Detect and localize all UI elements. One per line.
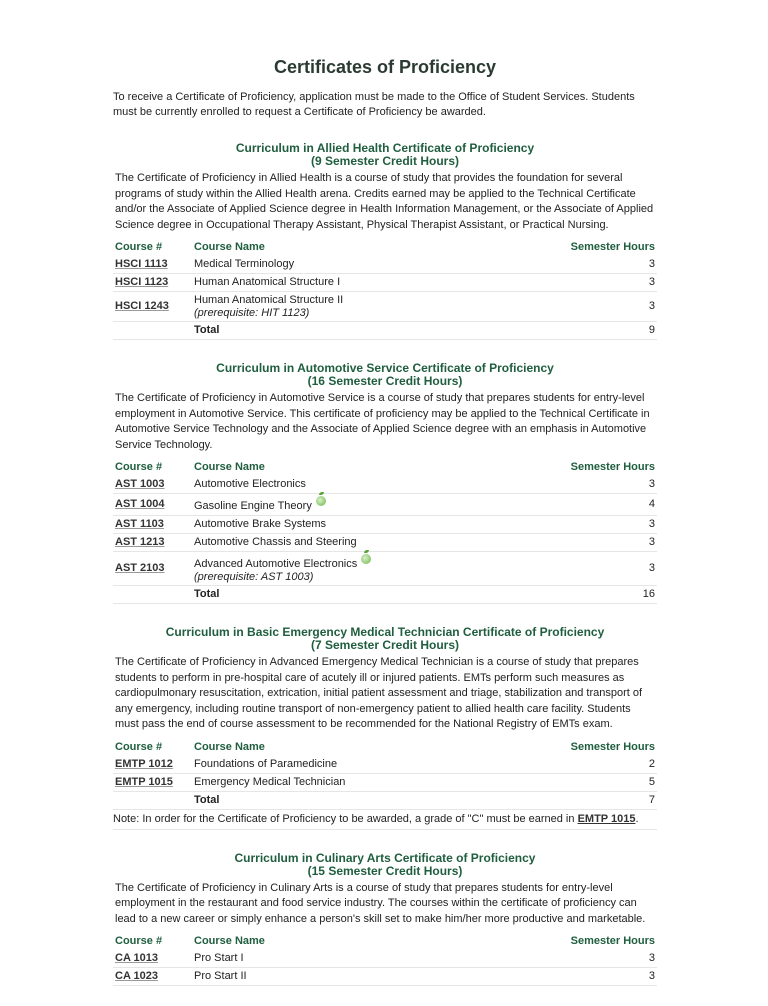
section-title-text: Curriculum in Culinary Arts Certificate of Proficiency: [234, 850, 536, 865]
table-row: [113, 756, 657, 774]
section-credit-hours: (15 Semester Credit Hours): [307, 863, 463, 878]
section-description: The Certificate of Proficiency in Culinary Arts is a course of study that prepares students for entry-level employment in the restaurant and food service industry. The courses within the certificate of proficiency can lead to a new career or simply enhance a person's skill set to make him/her more productive and marketable.: [115, 881, 646, 925]
table-row: [113, 552, 657, 586]
course-name: Medical Terminology: [194, 258, 295, 270]
course-name: Human Anatomical Structure I: [194, 276, 341, 288]
header-name: Course Name: [194, 241, 265, 253]
course-hours: 2: [488, 756, 657, 774]
total-row: [113, 586, 657, 604]
course-link[interactable]: AST 1004: [115, 498, 165, 510]
course-name-cell: [192, 476, 505, 494]
course-link[interactable]: AST 1213: [115, 536, 165, 548]
course-name-cell: [192, 756, 488, 774]
intro-text: To receive a Certificate of Proficiency, application must be made to the Office of Student Services. Students must be currently enrolled to request a Certificate of Proficiency be awarded.: [113, 91, 635, 118]
table-row: [113, 292, 657, 322]
course-code-cell: [113, 756, 192, 774]
table-header: [113, 933, 657, 950]
header-course: Course #: [115, 935, 163, 947]
course-name: Automotive Electronics: [194, 478, 306, 490]
total-spacer: [113, 322, 192, 340]
section-title: [113, 852, 657, 878]
course-name: Human Anatomical Structure II: [194, 294, 344, 306]
course-hours: 3: [487, 256, 657, 274]
course-code-cell: [113, 773, 192, 791]
green-leaf-icon: [316, 496, 326, 506]
green-leaf-icon: [361, 554, 371, 564]
total-hours: 7: [488, 791, 657, 809]
course-hours: 5: [488, 773, 657, 791]
course-link[interactable]: HSCI 1123: [115, 276, 169, 288]
note-end: .: [635, 812, 639, 825]
total-row: [113, 322, 657, 340]
course-link[interactable]: AST 2103: [115, 562, 165, 574]
header-hours: Semester Hours: [570, 241, 655, 253]
course-code-cell: [113, 552, 192, 586]
certificate-section: [113, 362, 657, 604]
course-link[interactable]: EMTP 1015: [115, 775, 173, 788]
total-label: Total: [192, 586, 505, 604]
course-hours: 3: [405, 950, 657, 968]
course-name: Pro Start I: [194, 952, 244, 964]
course-hours: 3: [505, 552, 657, 586]
course-code-cell: [113, 476, 192, 494]
course-code-cell: [113, 256, 192, 274]
total-row: [113, 791, 657, 809]
header-name: Course Name: [194, 740, 265, 753]
course-table: [113, 459, 657, 604]
page-title: Certificates of Proficiency: [273, 57, 497, 77]
table-header: [113, 739, 657, 756]
section-credit-hours: (7 Semester Credit Hours): [310, 638, 460, 652]
certificate-section: [113, 142, 657, 340]
course-name-cell: [192, 494, 505, 516]
certificate-section: [113, 852, 657, 987]
course-name-cell: [192, 534, 505, 552]
course-code-cell: [113, 494, 192, 516]
header-hours: Semester Hours: [570, 935, 655, 947]
header-name: Course Name: [194, 935, 265, 947]
course-hours: 3: [487, 274, 657, 292]
total-label: Total: [192, 322, 487, 340]
table-header: [113, 239, 657, 256]
course-hours: 3: [505, 534, 657, 552]
header-course: Course #: [115, 740, 163, 753]
course-name-cell: [192, 552, 505, 586]
course-name-cell: [192, 950, 405, 968]
table-row: [113, 773, 657, 791]
course-name: Pro Start II: [194, 970, 247, 982]
course-table: [113, 239, 657, 340]
course-code-cell: [113, 968, 192, 986]
course-hours: 3: [505, 516, 657, 534]
course-name-cell: [192, 968, 405, 986]
section-title: [113, 362, 657, 388]
course-name: Emergency Medical Technician: [194, 775, 346, 788]
course-name: Automotive Brake Systems: [194, 518, 327, 530]
course-code-cell: [113, 274, 192, 292]
total-hours: 16: [505, 586, 657, 604]
table-row: [113, 256, 657, 274]
course-code-cell: [113, 534, 192, 552]
header-hours: Semester Hours: [570, 740, 655, 753]
section-note: [113, 810, 657, 830]
section-title: [113, 142, 657, 168]
course-name-cell: [192, 274, 487, 292]
content: [113, 0, 657, 1006]
section-description: The Certificate of Proficiency in Automotive Service is a course of study that prepares students for entry-level employment in Automotive Service. This certificate of proficiency may be applied to the Technical Certificate in Automotive Service Technology and the Associate of Applied Science degree with an emphasis in Automotive Service Technology.: [115, 392, 650, 451]
course-table: [113, 933, 657, 986]
prerequisite: (prerequisite: AST 1003): [194, 571, 314, 583]
total-label: Total: [192, 791, 488, 809]
course-name-cell: [192, 256, 487, 274]
header-hours: Semester Hours: [570, 461, 655, 473]
course-name-cell: [192, 516, 505, 534]
section-title-text: Curriculum in Allied Health Certificate of Proficiency: [235, 141, 535, 155]
note-course-link[interactable]: EMTP 1015: [577, 812, 636, 825]
certificate-section: [113, 626, 657, 830]
section-title-text: Curriculum in Basic Emergency Medical Technician Certificate of Proficiency: [165, 625, 605, 639]
course-code-cell: [113, 950, 192, 968]
total-spacer: [113, 791, 192, 809]
course-hours: 4: [505, 494, 657, 516]
course-link[interactable]: CA 1013: [115, 952, 159, 964]
course-name: Foundations of Paramedicine: [194, 757, 338, 770]
course-link[interactable]: EMTP 1012: [115, 757, 173, 770]
course-name: Automotive Chassis and Steering: [194, 536, 357, 548]
section-description: The Certificate of Proficiency in Allied Health is a course of study that provides the foundation for several programs of study within the Allied Health arena. Credits earned may be applied to the Technical Certificate and/or the Associate of Applied Science degree in Health Information Management, or the Associate of Applied Science degree in Occupational Therapy Assistant, Physical Therapist Assistant, or Practical Nursing.: [115, 172, 654, 231]
section-credit-hours: (9 Semester Credit Hours): [310, 154, 460, 168]
table-row: [113, 950, 657, 968]
header-course: Course #: [115, 461, 163, 473]
table-row: [113, 534, 657, 552]
section-title: [113, 626, 657, 652]
table-row: [113, 494, 657, 516]
course-table: [113, 739, 657, 810]
course-name: Gasoline Engine Theory: [194, 500, 312, 512]
course-code-cell: [113, 516, 192, 534]
total-spacer: [113, 586, 192, 604]
course-name: Advanced Automotive Electronics: [194, 558, 358, 570]
course-name-cell: [192, 292, 487, 322]
section-description: The Certificate of Proficiency in Advanced Emergency Medical Technician is a course of study that prepares students to perform in pre-hospital care of acutely ill or injured patients. EMTs perform such measures as cardiopulmonary resuscitation, extrication, initial patient assessment and triage, stabilization and transport of any emergency, including routine transport of non-emergency patient to allied health care facility. Students must pass the end of course assessment to be recommended for the National Registry of EMTs exam.: [115, 656, 643, 730]
course-link[interactable]: CA 1023: [115, 970, 159, 982]
note-text: Note: In order for the Certificate of Proficiency to be awarded, a grade of "C" must be earned in: [113, 812, 578, 825]
course-code-cell: [113, 292, 192, 322]
sections: [113, 142, 657, 986]
course-hours: 3: [487, 292, 657, 322]
section-credit-hours: (16 Semester Credit Hours): [307, 374, 463, 388]
section-title-text: Curriculum in Automotive Service Certificate of Proficiency: [216, 361, 554, 375]
header-course: Course #: [115, 241, 163, 253]
table-row: [113, 968, 657, 986]
table-row: [113, 476, 657, 494]
course-hours: 3: [505, 476, 657, 494]
course-link[interactable]: AST 1003: [115, 478, 165, 490]
header-name: Course Name: [194, 461, 265, 473]
course-link[interactable]: HSCI 1243: [115, 300, 169, 312]
prerequisite: (prerequisite: HIT 1123): [194, 307, 310, 319]
course-name-cell: [192, 773, 488, 791]
course-hours: 3: [405, 968, 657, 986]
course-link[interactable]: HSCI 1113: [115, 258, 168, 270]
total-hours: 9: [487, 322, 657, 340]
table-row: [113, 274, 657, 292]
table-header: [113, 459, 657, 476]
table-row: [113, 516, 657, 534]
course-link[interactable]: AST 1103: [115, 518, 164, 530]
